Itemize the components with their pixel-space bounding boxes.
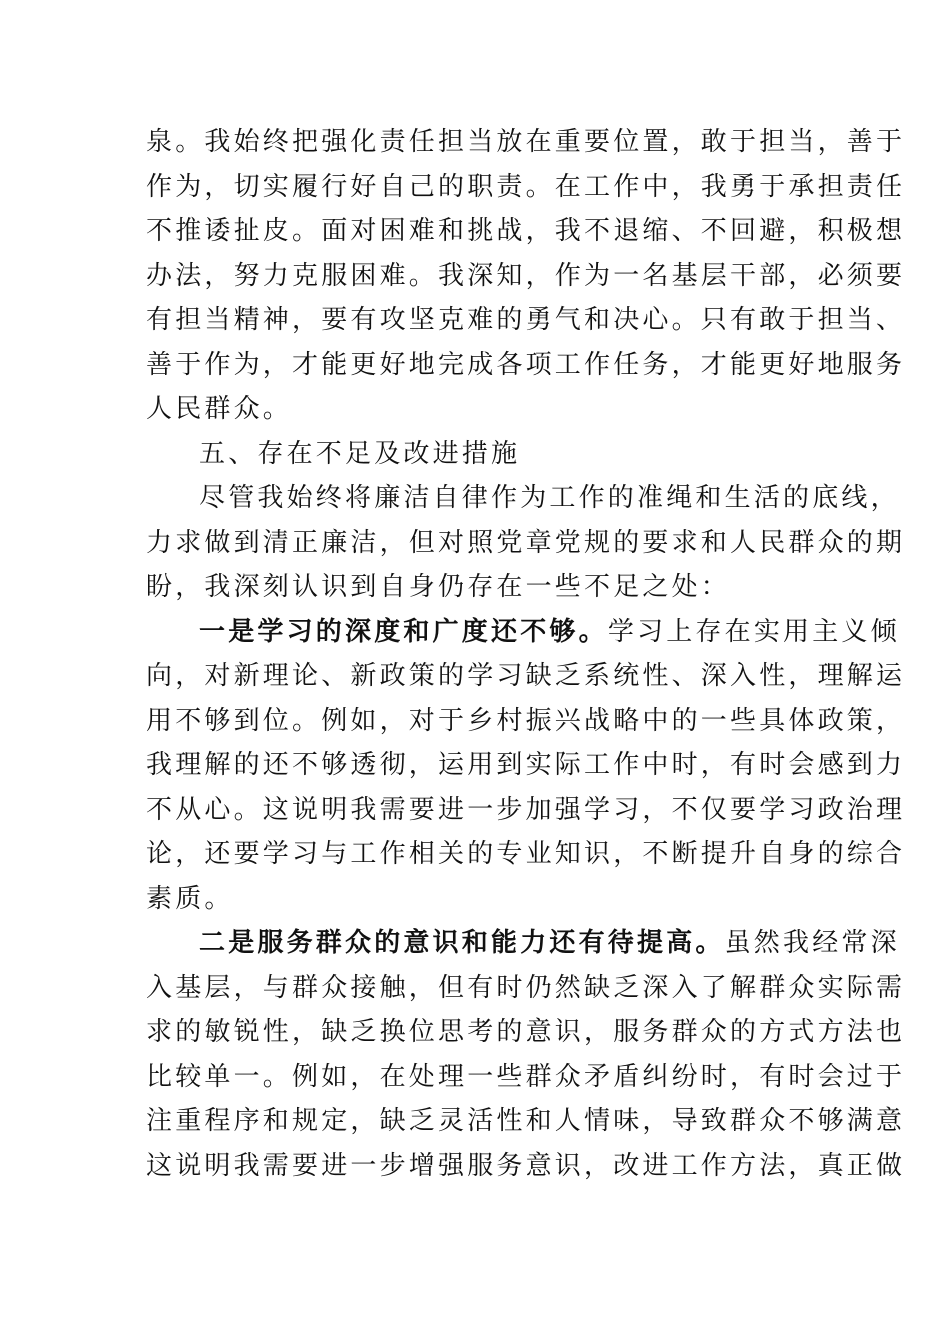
text-line: 有担当精神，要有攻坚克难的勇气和决心。只有敢于担当、: [146, 305, 906, 335]
text-line: 求的敏锐性，缺乏换位思考的意识，服务群众的方式方法也: [146, 1017, 906, 1047]
text-run: 学习上存在实用主义倾: [607, 616, 900, 647]
paragraph-service-shortcoming: [146, 921, 906, 1188]
text-line: 入基层，与群众接触，但有时仍然缺乏深入了解群众实际需: [146, 972, 906, 1003]
text-line: 人民群众。: [146, 394, 293, 424]
text-line: 论，还要学习与工作相关的专业知识，不断提升自身的综合: [146, 839, 906, 869]
text-line: 不推诿扯皮。面对困难和挑战，我不退缩、不回避，积极想: [146, 216, 906, 246]
text-line: 办法，努力克服困难。我深知，作为一名基层干部，必须要: [146, 260, 906, 291]
text-line: 尽管我始终将廉洁自律作为工作的准绳和生活的底线，: [199, 483, 900, 513]
text-line: 善于作为，才能更好地完成各项工作任务，才能更好地服务: [146, 349, 906, 380]
paragraph-study-shortcoming: [146, 610, 906, 922]
text-line: 盼，我深刻认识到自身仍存在一些不足之处：: [146, 572, 731, 602]
bold-lead-study: 一是学习的深度和广度还不够。: [199, 616, 608, 647]
text-line: 比较单一。例如，在处理一些群众矛盾纠纷时，有时会过于: [146, 1061, 906, 1092]
text-line: 注重程序和规定，缺乏灵活性和人情味，导致群众不够满意: [146, 1106, 906, 1136]
text-line: 力求做到清正廉洁，但对照党章党规的要求和人民群众的期: [146, 527, 906, 558]
document-body: [146, 120, 906, 1188]
paragraph-responsibility: [146, 120, 906, 432]
text-line: 素质。: [146, 883, 234, 914]
paragraph-intro-shortcomings: [146, 476, 906, 610]
text-line: 我理解的还不够透彻，运用到实际工作中时，有时会感到力: [146, 750, 906, 780]
text-line: [146, 921, 900, 966]
text-run: 虽然我经常深: [724, 928, 900, 958]
text-line: 这说明我需要进一步增强服务意识，改进工作方法，真正做: [146, 1150, 906, 1181]
text-line: [146, 610, 900, 655]
text-line: 向，对新理论、新政策的学习缺乏系统性、深入性，理解运: [146, 661, 906, 691]
text-line: 作为，切实履行好自己的职责。在工作中，我勇于承担责任: [146, 171, 906, 202]
bold-lead-service: 二是服务群众的意识和能力还有待提高。: [199, 928, 725, 958]
text-line: 泉。我始终把强化责任担当放在重要位置，敢于担当，善于: [146, 127, 906, 157]
text-line: 用不够到位。例如，对于乡村振兴战略中的一些具体政策，: [146, 705, 906, 736]
section-heading: 五、存在不足及改进措施: [199, 438, 521, 469]
text-line: 不从心。这说明我需要进一步加强学习，不仅要学习政治理: [146, 794, 906, 825]
